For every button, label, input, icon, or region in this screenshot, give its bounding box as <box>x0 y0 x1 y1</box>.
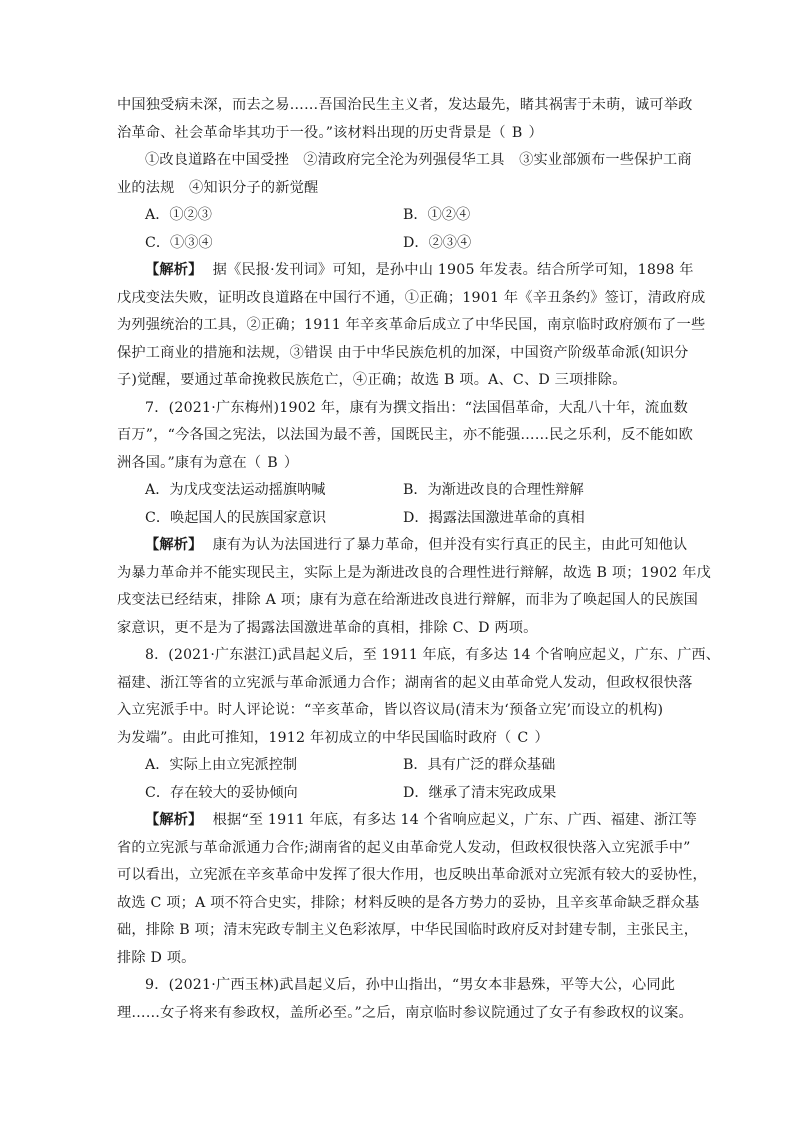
q8-analysis-line-1 <box>117 807 704 835</box>
q9-stem-line-1: 9．(2021·广西玉林)武昌起义后，孙中山指出，“男女本非悬殊，平等大公，心同此 <box>145 977 676 993</box>
q8-answer: C <box>517 729 529 746</box>
q6-answer: B <box>511 124 523 141</box>
q6-option-c: C．①③④ <box>145 234 213 251</box>
q8-analysis-line-2: 省的立宪派与革命派通力合作;湖南省的起义由革命党人发动，但政权很快落入立宪派手中” <box>117 839 691 856</box>
q7-analysis-tag: 【解析】 <box>145 537 203 553</box>
q6-options-row-2 <box>117 230 704 258</box>
q6-options-row-1 <box>117 202 704 230</box>
q7-option-c: C．唤起国人的民族国家意识 <box>145 509 327 526</box>
q7-option-d: D．揭露法国激进革命的真相 <box>403 509 585 526</box>
q6-stem-text: 治革命、社会革命毕其功于一役。”该材料出现的历史背景是（ <box>117 124 506 141</box>
q6-close-paren: ） <box>528 124 543 141</box>
q8-stem-text: 为发端”。由此可推知，1912 年初成立的中华民国临时政府（ <box>117 729 512 746</box>
q8-options-row-2 <box>117 780 704 808</box>
q8-close-paren: ） <box>534 729 549 746</box>
q8-analysis-text: 根据“至 1911 年底，有多达 14 个省响应起义，广东、广西、福建、浙江等 <box>212 812 698 828</box>
q7-option-b: B．为渐进改良的合理性辩解 <box>403 482 584 498</box>
q6-option-b: B．①②④ <box>403 207 471 223</box>
q8-analysis-line-4: 故选 C 项；A 项不符合史实，排除；材料反映的是各方势力的妥协，且辛亥革命缺乏群众基 <box>117 894 700 911</box>
q7-stem-line-2: 百万”，“今各国之宪法，以法国为最不善，国既民主，亦不能强……民之乐利，反不能如欧 <box>117 427 694 443</box>
q6-analysis-line-4: 保护工商业的措施和法规，③错误 由于中华民族危机的加深，中国资产阶级革命派(知识分 <box>117 344 689 361</box>
q6-analysis-line-1 <box>117 257 704 285</box>
q7-analysis-line-1 <box>117 532 704 560</box>
q8-option-a: A．实际上由立宪派控制 <box>145 757 298 773</box>
q6-option-d: D．②③④ <box>403 234 472 251</box>
q7-option-a: A．为戊戌变法运动摇旗呐喊 <box>145 482 326 498</box>
q6-analysis-line-2: 戊戌变法失败，证明改良道路在中国行不通，①正确；1901 年《辛丑条约》签订，清政府成 <box>117 289 706 306</box>
q8-analysis-line-5: 础，排除 B 项；清末宪政专制主义色彩浓厚，中华民国临时政府反对封建专制，主张民主， <box>117 922 699 938</box>
q7-options-row-1 <box>117 477 704 505</box>
q9-stem-line-2: 理……女子将来有参政权，盖所必至。”之后，南京临时参议院通过了女子有参政权的议案。 <box>117 1004 693 1021</box>
q8-stem-line-2: 福建、浙江等省的立宪派与革命派通力合作；湖南省的起义由革命党人发动，但政权很快落 <box>117 674 693 691</box>
q6-analysis-text: 据《民报·发刊词》可知，是孙中山 1905 年发表。结合所学可知，1898 年 <box>212 262 694 278</box>
q6-option-a: A．①②③ <box>145 207 212 223</box>
q6-items-line-1: ①改良道路在中国受挫 ②清政府完全沦为列强侵华工具 ③实业部颁布一些保护工商 <box>145 152 692 168</box>
q6-analysis-line-3: 为列强统治的工具，②正确；1911 年辛亥革命后成立了中华民国，南京临时政府颁布了一些 <box>117 317 706 333</box>
q8-option-c: C．存在较大的妥协倾向 <box>145 784 298 801</box>
q8-stem-line-4 <box>117 725 704 753</box>
q7-close-paren: ） <box>283 454 299 471</box>
q8-stem-line-1: 8．(2021·广东湛江)武昌起义后，至 1911 年底，有多达 14 个省响应起义，广东、广西、 <box>145 647 720 663</box>
q7-options-row-2 <box>117 505 704 533</box>
q8-analysis-tag: 【解析】 <box>145 812 203 828</box>
q7-stem-line-3 <box>117 450 704 478</box>
q7-stem-text: 洲各国。”康有为意在（ <box>117 454 262 471</box>
q8-analysis-line-6: 排除 D 项。 <box>117 949 196 966</box>
q7-analysis-line-3: 戌变法已经结束，排除 A 项；康有为意在给渐进改良进行辩解，而非为了唤起国人的民族国 <box>117 592 698 608</box>
q7-analysis-line-4: 家意识，更不是为了揭露法国激进革命的真相，排除 C、D 两项。 <box>117 619 538 636</box>
q8-stem-line-3: 入立宪派手中。时人评论说：“辛亥革命，皆以咨议局(清末为‘预备立宪’而设立的机构) <box>117 702 664 718</box>
q8-option-b: B．具有广泛的群众基础 <box>403 757 556 773</box>
q7-analysis-text: 康有为认为法国进行了暴力革命，但并没有实行真正的民主，由此可知他认 <box>212 537 688 553</box>
q8-option-d: D．继承了清末宪政成果 <box>403 784 557 801</box>
q6-analysis-line-5: 子)觉醒，要通过革命挽救民族危亡，④正确；故选 B 项。A、C、D 三项排除。 <box>117 372 627 388</box>
q8-analysis-line-3: 可以看出，立宪派在辛亥革命中发挥了很大作用，也反映出革命派对立宪派有较大的妥协性， <box>117 867 707 883</box>
q8-options-row-1 <box>117 752 704 780</box>
q6-analysis-tag: 【解析】 <box>145 262 203 278</box>
q7-analysis-line-2: 为暴力革命并不能实现民主，实际上是为渐进改良的合理性进行辩解，故选 B 项；1902 年戊 <box>117 564 712 581</box>
q7-answer: B <box>267 454 278 471</box>
q6-stem-line-2 <box>117 120 704 148</box>
q6-stem-line-1: 中国独受病未深，而去之易……吾国治民生主义者，发达最先，睹其祸害于未萌，诚可举政 <box>117 97 693 113</box>
q6-items-line-2: 业的法规 ④知识分子的新觉醒 <box>117 179 319 196</box>
q7-stem-line-1: 7．(2021·广东梅州)1902 年，康有为撰文指出：“法国倡革命，大乱八十年，流血数 <box>145 399 689 416</box>
